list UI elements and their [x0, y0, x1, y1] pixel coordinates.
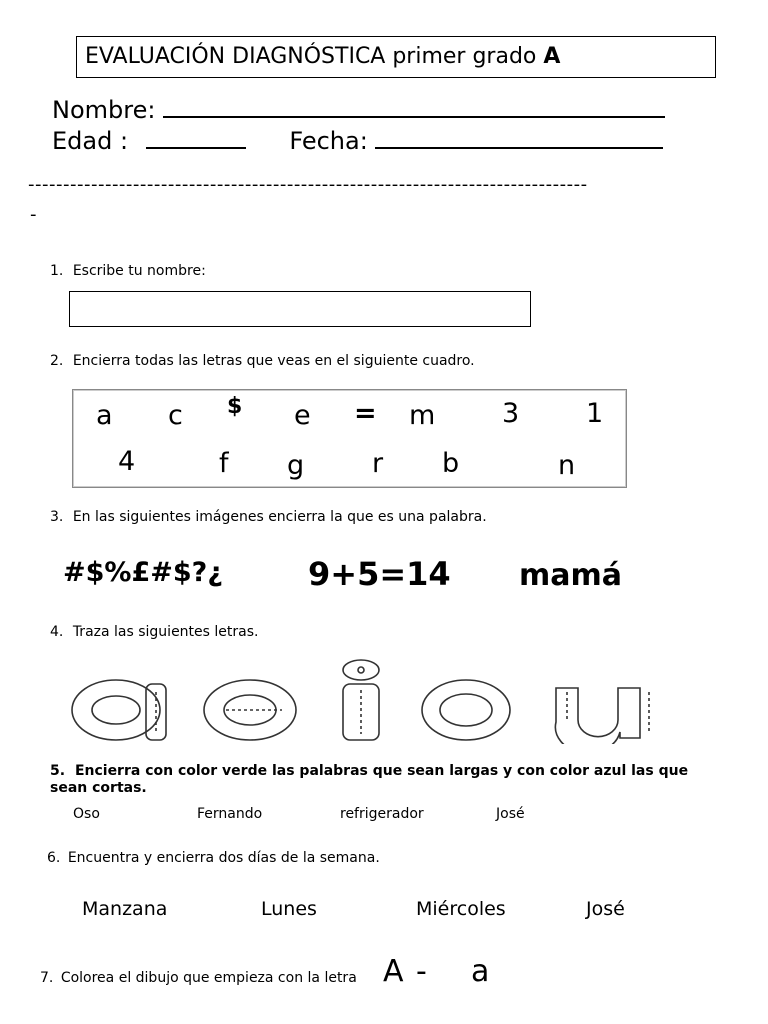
- q6-word[interactable]: Manzana: [82, 898, 168, 920]
- separator-tail: -: [30, 204, 37, 225]
- q5-number: 5.: [50, 763, 66, 779]
- trace-letter[interactable]: [422, 680, 510, 740]
- name-label: Nombre:: [52, 96, 156, 124]
- q1-text: Escribe tu nombre:: [72, 263, 206, 279]
- question-5: [50, 763, 710, 797]
- separator-line: --------------------------------------------------------------------------------: [28, 174, 588, 195]
- grid-item[interactable]: e: [294, 400, 311, 431]
- q6-word[interactable]: Lunes: [261, 898, 317, 920]
- grid-item[interactable]: b: [442, 448, 460, 479]
- q7-dash: -: [416, 954, 427, 989]
- grid-item[interactable]: 1: [586, 398, 604, 429]
- grid-item[interactable]: c: [168, 400, 183, 431]
- q3-option-symbols[interactable]: #$%£#$?¿: [63, 557, 223, 588]
- grid-item[interactable]: m: [409, 400, 436, 431]
- grid-item[interactable]: =: [354, 398, 377, 429]
- question-7: [40, 970, 357, 986]
- page-title: [76, 36, 716, 78]
- q2-number: 2.: [50, 353, 64, 369]
- q7-text: Colorea el dibujo que empieza con la letra: [60, 970, 357, 986]
- q5-word[interactable]: refrigerador: [340, 806, 424, 822]
- trace-letter[interactable]: [204, 680, 296, 740]
- q3-option-equation[interactable]: 9+5=14: [308, 555, 451, 593]
- q3-number: 3.: [50, 509, 64, 525]
- q6-text: Encuentra y encierra dos días de la semana.: [67, 850, 380, 866]
- q6-word[interactable]: José: [586, 898, 625, 920]
- q5-text: Encierra con color verde las palabras que sean largas y con color azul las que sean cortas.: [50, 763, 689, 796]
- q4-text: Traza las siguientes letras.: [72, 624, 259, 640]
- question-6: [47, 850, 380, 866]
- q5-word[interactable]: Oso: [73, 806, 100, 822]
- question-1: [50, 263, 206, 279]
- q3-option-word[interactable]: mamá: [519, 558, 623, 593]
- grid-item[interactable]: a: [96, 400, 113, 431]
- grid-item[interactable]: n: [558, 450, 576, 481]
- grid-item[interactable]: 3: [502, 398, 520, 429]
- q5-word[interactable]: José: [496, 806, 525, 822]
- age-date-row: [52, 125, 663, 155]
- question-3: [50, 509, 487, 525]
- letter-grid: [72, 389, 627, 488]
- q6-word[interactable]: Miércoles: [416, 898, 506, 920]
- date-field[interactable]: [375, 125, 663, 149]
- title-group: A: [543, 44, 561, 69]
- q6-number: 6.: [47, 850, 61, 866]
- age-field[interactable]: [146, 125, 246, 149]
- question-4: [50, 624, 258, 640]
- q1-number: 1.: [50, 263, 64, 279]
- age-label: Edad :: [52, 127, 129, 155]
- name-row: [52, 94, 665, 124]
- date-label: Fecha:: [289, 127, 368, 155]
- name-field[interactable]: [163, 94, 665, 118]
- grid-item[interactable]: 4: [118, 446, 136, 477]
- grid-item[interactable]: $: [227, 394, 243, 419]
- q3-text: En las siguientes imágenes encierra la que es una palabra.: [72, 509, 487, 525]
- trace-letters[interactable]: [66, 658, 666, 744]
- q7-number: 7.: [40, 970, 54, 986]
- trace-letter[interactable]: [72, 680, 166, 740]
- q7-lower-letter: a: [471, 954, 490, 989]
- title-text: EVALUACIÓN DIAGNÓSTICA primer grado: [85, 44, 537, 69]
- q5-word[interactable]: Fernando: [197, 806, 263, 822]
- trace-letter[interactable]: [343, 660, 379, 740]
- name-answer-box[interactable]: [69, 291, 531, 327]
- q4-number: 4.: [50, 624, 64, 640]
- q7-upper-letter: A: [383, 954, 404, 989]
- q2-text: Encierra todas las letras que veas en el siguiente cuadro.: [72, 353, 475, 369]
- grid-item[interactable]: g: [287, 450, 305, 481]
- grid-item[interactable]: f: [219, 448, 229, 479]
- trace-letter[interactable]: [555, 688, 649, 744]
- question-2: [50, 353, 475, 369]
- grid-item[interactable]: r: [372, 448, 384, 479]
